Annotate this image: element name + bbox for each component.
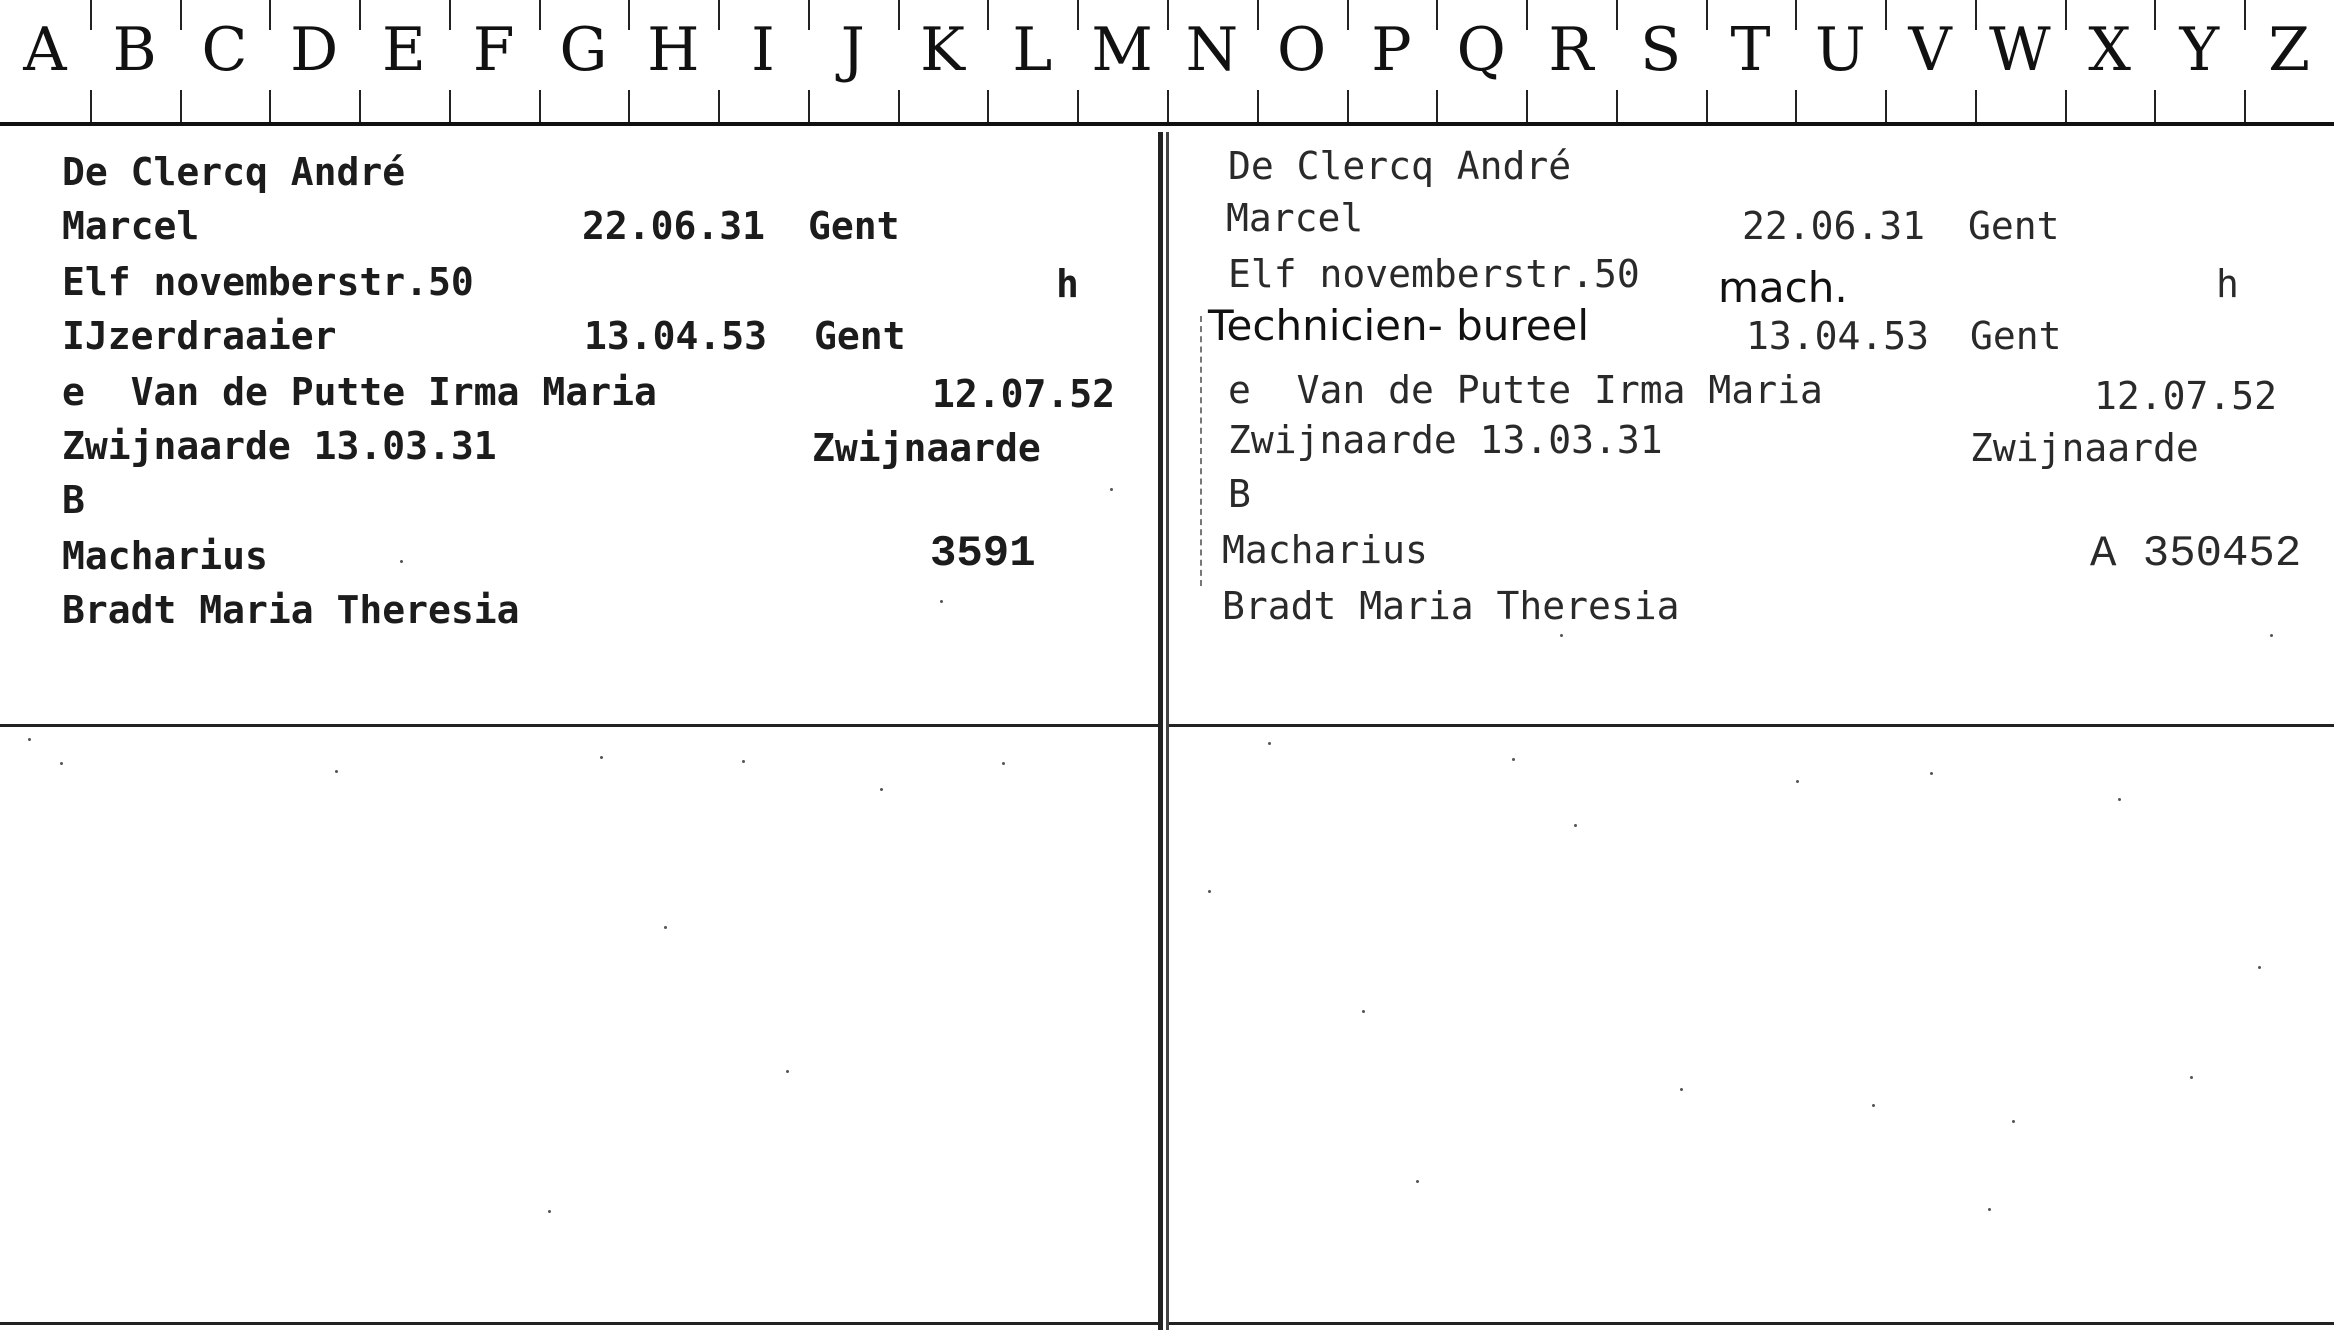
alphabet-separator [1436,0,1438,30]
alphabet-tick [2154,90,2156,122]
first-name: Marcel [1226,196,1364,240]
scan-speck [400,560,403,563]
alphabet-tab-c [180,0,270,122]
alphabet-letter: V [1908,15,1952,85]
alphabet-tab-g [539,0,629,122]
alphabet-separator [1167,0,1169,30]
scan-speck [1796,780,1799,783]
alphabet-separator [1885,0,1887,30]
alphabet-tab-b [90,0,180,122]
mother-name: Bradt Maria Theresia [1222,584,1680,628]
spouse-birth: Zwijnaarde 13.03.31 [62,424,497,468]
spouse-name: e Van de Putte Irma Maria [62,370,657,414]
alphabet-tick [628,90,630,122]
alphabet-tick [808,90,810,122]
alphabet-tick [1706,90,1708,122]
margin-dash-mark [1200,316,1202,586]
category-letter: B [62,478,85,522]
scan-speck [1680,1088,1683,1091]
alphabet-letter: Y [2179,15,2220,85]
alphabet-separator [449,0,451,30]
alphabet-tick [180,90,182,122]
scan-speck [786,1070,789,1073]
scan-speck [600,756,603,759]
alphabet-tick [1347,90,1349,122]
scan-speck [1002,762,1005,765]
alphabet-separator [359,0,361,30]
overtyped-occupation: mach. [1718,263,1848,312]
alphabet-letter: E [382,15,426,85]
alphabet-tab-e [359,0,449,122]
marriage-date: 12.07.52 [2094,374,2278,418]
alphabet-separator [898,0,900,30]
father-name: Macharius [1222,528,1428,572]
scan-speck [1268,742,1271,745]
alphabet-tick [1885,90,1887,122]
alphabet-tick [718,90,720,122]
alphabet-tab-z [2244,0,2334,122]
scan-speck [664,926,667,929]
alphabet-tick [1436,90,1438,122]
alphabet-tab-a [0,0,90,122]
alphabet-tick [449,90,451,122]
alphabet-tab-k [898,0,988,122]
alphabet-letter: A [23,15,67,85]
record-number: 3591 [930,529,1036,579]
alphabet-tick [987,90,989,122]
alphabet-tick [2244,90,2246,122]
alphabet-tab-j [808,0,898,122]
alphabet-letter: C [201,15,248,85]
alphabet-tick [2065,90,2067,122]
alphabet-letter: I [751,15,775,85]
alphabet-letter: U [1814,15,1866,85]
alphabet-tab-r [1526,0,1616,122]
alphabet-separator [2065,0,2067,30]
alphabet-separator [269,0,271,30]
occupation: Technicien- bureel [1208,301,1590,350]
alphabet-separator [539,0,541,30]
alphabet-tab-x [2065,0,2155,122]
alphabet-separator [90,0,92,30]
alphabet-tab-i [718,0,808,122]
alphabet-tick [1077,90,1079,122]
alphabet-separator [1257,0,1259,30]
card-center-divider [1158,132,1163,1330]
birth-place: Gent [1968,204,2060,248]
alphabet-letter: K [920,15,965,85]
scan-speck [880,788,883,791]
alphabet-letter: J [840,15,865,85]
alphabet-tick [359,90,361,122]
scan-speck [2118,798,2121,801]
alphabet-tab-d [269,0,359,122]
alphabet-letter: W [1988,15,2051,85]
scan-speck [742,760,745,763]
alphabet-tab-n [1167,0,1257,122]
alphabet-tab-o [1257,0,1347,122]
alphabet-tick [1167,90,1169,122]
scan-speck [2270,634,2273,637]
scan-speck [60,762,63,765]
scan-speck [548,1210,551,1213]
alphabet-separator [808,0,810,30]
alphabet-letter: N [1185,15,1239,85]
alphabet-tab-p [1347,0,1437,122]
scan-speck [335,770,338,773]
alphabet-letter: G [559,15,608,85]
alphabet-tab-u [1795,0,1885,122]
alphabet-letter: L [1012,15,1053,85]
alphabet-tab-w [1975,0,2065,122]
alphabet-tick [1975,90,1977,122]
alphabet-separator [718,0,720,30]
scan-speck [1560,634,1563,637]
alphabet-tick [898,90,900,122]
alphabet-separator [1706,0,1708,30]
scan-speck [28,738,31,741]
scan-speck [1512,758,1515,761]
scan-speck [1574,824,1577,827]
birth-place: Gent [808,204,900,248]
address: Elf novemberstr.50 [1228,252,1640,296]
card-center-divider-shadow [1166,132,1169,1330]
alphabet-letter: M [1091,15,1153,85]
scan-speck [1872,1104,1875,1107]
alphabet-letter: F [472,15,515,85]
alphabet-separator [1795,0,1797,30]
birth-date: 22.06.31 [582,204,766,248]
alphabet-letter: D [290,15,339,85]
alphabet-tab-m [1077,0,1167,122]
alphabet-tick [269,90,271,122]
registration-date: 13.04.53 [1746,314,1930,358]
alphabet-letter: X [2088,15,2131,85]
alphabet-tab-y [2154,0,2244,122]
alphabet-letter: O [1277,15,1327,85]
mark-letter: h [1056,262,1079,306]
scan-speck [2190,1076,2193,1079]
alphabet-letter: T [1730,15,1771,85]
alphabet-index-strip [0,0,2334,126]
alphabet-separator [1077,0,1079,30]
left-card-bottom-edge [0,1322,1160,1325]
registration-place: Gent [814,314,906,358]
surname-given-name: De Clercq André [1228,144,1572,188]
scan-speck [1988,1208,1991,1211]
alphabet-tick [539,90,541,122]
father-name: Macharius [62,534,268,578]
scan-speck [1416,1180,1419,1183]
record-number: A 350452 [2090,529,2302,579]
alphabet-letter: P [1371,15,1412,85]
alphabet-separator [1975,0,1977,30]
scan-speck [1208,890,1211,893]
alphabet-separator [1616,0,1618,30]
scan-speck [1362,1010,1365,1013]
alphabet-letter: Z [2268,15,2310,85]
right-card-divider [1168,724,2334,727]
scan-speck [2258,966,2261,969]
registration-date: 13.04.53 [584,314,768,358]
alphabet-tab-q [1436,0,1526,122]
spouse-birth: Zwijnaarde 13.03.31 [1228,418,1663,462]
category-letter: B [1228,472,1251,516]
alphabet-tick [1795,90,1797,122]
alphabet-tick [90,90,92,122]
first-name: Marcel [62,204,200,248]
mark-letter: h [2216,262,2239,306]
alphabet-separator [987,0,989,30]
alphabet-letter: Q [1456,15,1506,85]
occupation: IJzerdraaier [62,314,337,358]
alphabet-separator [2154,0,2156,30]
birth-date: 22.06.31 [1742,204,1926,248]
surname-given-name: De Clercq André [62,150,406,194]
alphabet-tick [1616,90,1618,122]
alphabet-separator [628,0,630,30]
scan-speck [1110,488,1113,491]
right-card-bottom-edge [1168,1322,2334,1325]
alphabet-separator [2244,0,2246,30]
alphabet-letter: B [112,15,157,85]
alphabet-tick [1526,90,1528,122]
alphabet-tab-h [628,0,718,122]
alphabet-separator [180,0,182,30]
spouse-place: Zwijnaarde [1970,426,2199,470]
alphabet-separator [1526,0,1528,30]
alphabet-tab-v [1885,0,1975,122]
left-card-divider [0,724,1160,727]
scan-speck [940,600,943,603]
scan-speck [1930,772,1933,775]
spouse-name: e Van de Putte Irma Maria [1228,368,1823,412]
alphabet-separator [1347,0,1349,30]
alphabet-tab-f [449,0,539,122]
alphabet-tab-l [987,0,1077,122]
address: Elf novemberstr.50 [62,260,474,304]
scan-speck [2012,1120,2015,1123]
registration-place: Gent [1970,314,2062,358]
alphabet-tab-s [1616,0,1706,122]
alphabet-letter: H [647,15,700,85]
alphabet-letter: R [1548,15,1594,85]
alphabet-tab-t [1706,0,1796,122]
alphabet-letter: S [1640,15,1682,85]
marriage-date: 12.07.52 [932,372,1116,416]
alphabet-tick [1257,90,1259,122]
spouse-place: Zwijnaarde [812,426,1041,470]
mother-name: Bradt Maria Theresia [62,588,520,632]
